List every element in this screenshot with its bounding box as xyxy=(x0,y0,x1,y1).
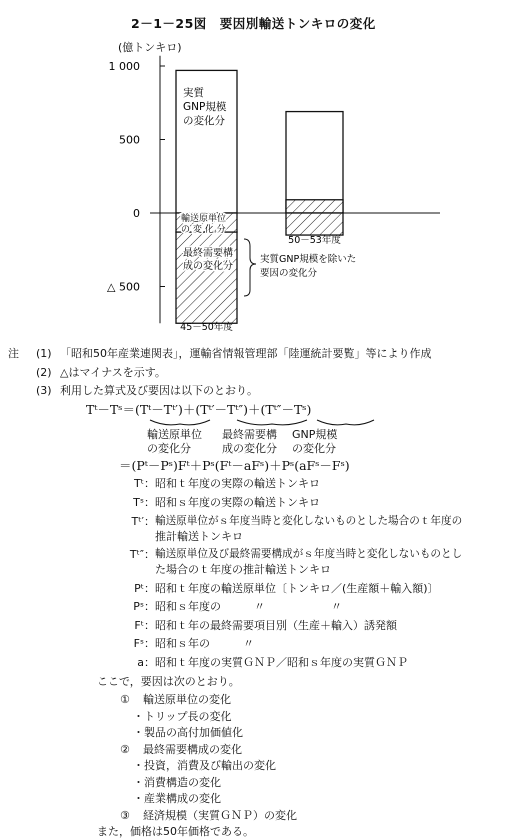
note-text: 利用した算式及び要因は以下のとおり。 xyxy=(60,384,258,397)
gnp-segment-label: の変化分 xyxy=(183,115,225,127)
y-tick-label: △ 500 xyxy=(107,280,140,294)
factor-sub: ・産業構成の変化 xyxy=(133,792,221,805)
closing-note: また，価格は50年価格である。 xyxy=(97,825,254,838)
formula-label: 最終需要構 xyxy=(222,428,277,441)
def-text: 昭和ｓ年度の 〃 〃 xyxy=(155,600,342,613)
y-tick-label: 500 xyxy=(119,133,140,147)
def-text: 昭和ｓ年の 〃 xyxy=(155,637,254,650)
brace-label: 実質GNP規模を除いた xyxy=(260,254,357,265)
y-tick-label: 0 xyxy=(133,207,140,220)
factor-name: 最終需要構成の変化 xyxy=(143,742,242,756)
def-symbol: Tᵗ′： xyxy=(131,515,155,528)
note-number: (1) xyxy=(36,347,52,360)
factor-sub: ・消費構造の変化 xyxy=(133,775,221,789)
def-symbol: Pᵗ： xyxy=(134,582,155,595)
factor-number: ① xyxy=(120,693,130,706)
def-text: 輸送原単位及び最終需要構成がｓ年度当時と変化しないものとし xyxy=(155,548,463,560)
def-symbol: Fˢ： xyxy=(133,637,155,650)
factor-sub: ・投資，消費及び輸出の変化 xyxy=(133,759,276,772)
def-symbol: Tᵗ： xyxy=(134,477,155,490)
unit-segment-label: 輸送原単位 xyxy=(181,214,227,224)
formula-label: の変化分 xyxy=(292,442,336,455)
formula-line-1: Tᵗ－Tˢ＝(Tᵗ－Tᵗ′)＋(Tᵗ′－Tᵗ″)＋(Tᵗ″－Tˢ) xyxy=(86,402,312,417)
note-text: 「昭和50年産業連関表」，運輸省情報管理部「陸運統計要覧」等により作成 xyxy=(60,347,432,360)
y-tick-label: 1 000 xyxy=(108,60,140,73)
factor-name: 経済規模（実質ＧＮＰ）の変化 xyxy=(143,808,297,822)
notes-label: 注 xyxy=(8,347,19,360)
note-text: △はマイナスを示す。 xyxy=(60,366,166,379)
factor-number: ③ xyxy=(120,808,130,822)
brace-label: 要因の変化分 xyxy=(260,268,318,279)
def-text: 昭和ｓ年度の実際の輸送トンキロ xyxy=(155,496,320,509)
def-text: 推計輸送トンキロ xyxy=(155,530,243,543)
formula-label: 成の変化分 xyxy=(222,442,277,455)
factor-sub: ・製品の高付加価値化 xyxy=(133,726,243,739)
def-text: 昭和ｔ年の最終需要項目別（生産＋輸入）誘発額 xyxy=(155,619,397,632)
bar-x-label: 50－53年度 xyxy=(288,235,341,246)
chart-title: 2－1－25図 要因別輸送トンキロの変化 xyxy=(131,16,376,31)
bar-x-label: 45－50年度 xyxy=(180,322,233,333)
def-symbol: a： xyxy=(137,656,155,669)
gnp-segment-label: 実質 xyxy=(183,87,204,99)
def-text: 昭和ｔ年度の実質ＧＮＰ／昭和ｓ年度の実質ＧＮＰ xyxy=(155,656,408,669)
factor-sub: ・トリップ長の変化 xyxy=(133,709,232,723)
factor-number: ② xyxy=(120,742,130,756)
gnp-segment-label: GNP規模 xyxy=(183,101,227,113)
formula-line-2: ＝(Pᵗ－Pˢ)Fᵗ＋Pˢ(Fᵗ－aFˢ)＋Pˢ(aFˢ－Fˢ) xyxy=(119,458,350,473)
formula-label: 輸送原単位 xyxy=(147,428,202,441)
demand-segment-label: 成の変化分 xyxy=(183,261,233,272)
note-number: (3) xyxy=(36,384,52,397)
def-text: 昭和ｔ年度の輸送原単位〔トンキロ／(生産額＋輸入額)〕 xyxy=(155,582,439,595)
def-text: 輸送原単位がｓ年度当時と変化しないものとした場合のｔ年度の xyxy=(155,515,463,527)
def-symbol: Tˢ： xyxy=(133,496,155,509)
def-symbol: Tᵗ″： xyxy=(129,548,155,561)
unit-segment-label: の 変 化 分 xyxy=(181,225,226,235)
formula-label: GNP規模 xyxy=(292,428,338,441)
formula-label: の変化分 xyxy=(147,442,191,455)
demand-segment-label: 最終需要構 xyxy=(183,248,233,259)
factor-name: 輸送原単位の変化 xyxy=(143,693,231,706)
def-text: た場合のｔ年度の推計輸送トンキロ xyxy=(155,563,331,576)
def-symbol: Fᵗ： xyxy=(134,619,155,632)
def-symbol: Pˢ： xyxy=(133,600,155,613)
def-text: 昭和ｔ年度の実際の輸送トンキロ xyxy=(155,477,320,490)
y-axis-unit-label: (億トンキロ) xyxy=(118,41,182,54)
factors-intro: ここで，要因は次のとおり。 xyxy=(97,675,240,688)
note-number: (2) xyxy=(36,366,52,379)
